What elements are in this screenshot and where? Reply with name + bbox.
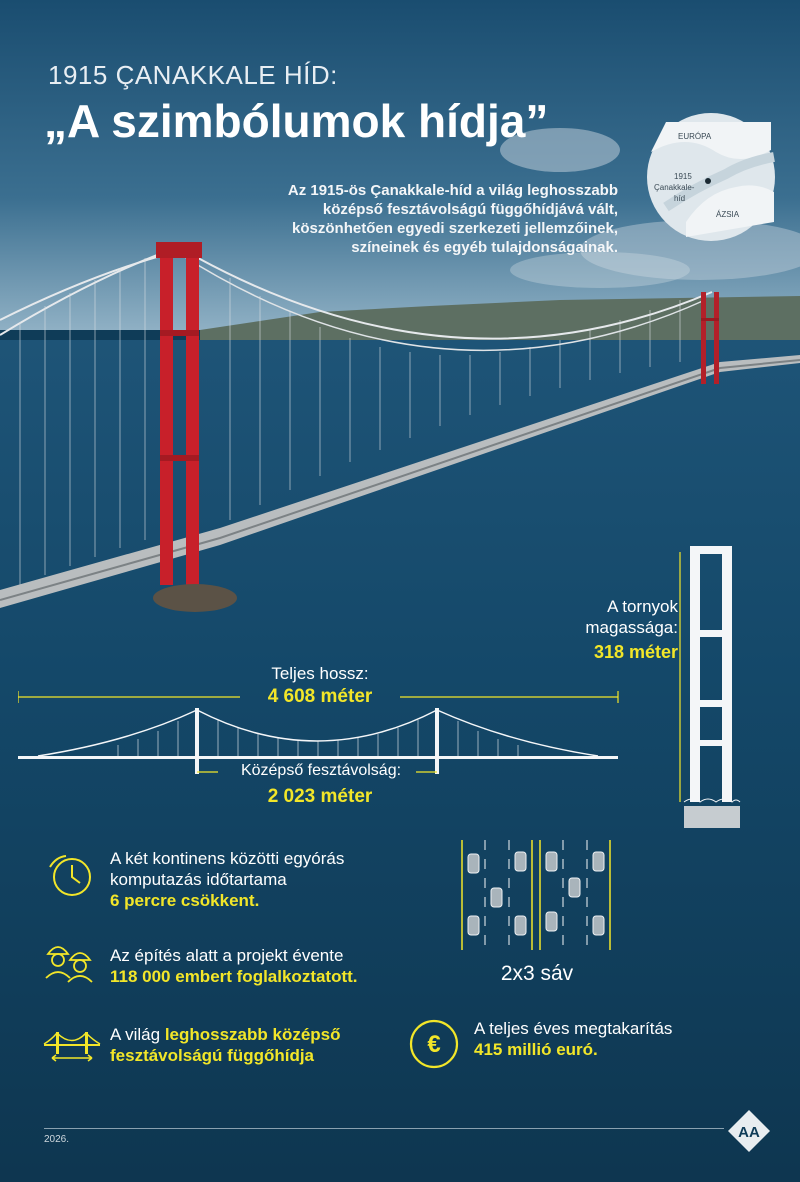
fact-record-highlight-1: leghosszabb középső (164, 1025, 341, 1044)
tower-diagram (676, 540, 746, 840)
map-bridge-label-1: 1915 (674, 172, 692, 181)
fact-jobs (110, 945, 430, 987)
map-bridge-label-3: híd (674, 194, 686, 203)
clock-icon (46, 853, 96, 899)
bridge-icon (42, 1026, 102, 1066)
tower-label-line2: magassága: (585, 618, 678, 637)
fact-commute-line1: A két kontinens közötti egyórás (110, 849, 345, 868)
workers-icon (42, 936, 100, 984)
fact-record-highlight-2: fesztávolságú függőhídja (110, 1046, 315, 1065)
fact-savings (474, 1018, 774, 1060)
agency-logo (726, 1108, 772, 1154)
fact-savings-highlight: 415 millió euró. (474, 1040, 598, 1059)
main-span-label: Középső fesztávolság: (240, 762, 402, 779)
footer-year: 2026. (44, 1134, 70, 1145)
map-asia-label: ÁZSIA (716, 210, 740, 219)
fact-record-prefix: A világ (110, 1025, 165, 1044)
fact-commute (110, 848, 410, 911)
tower-height-label (560, 596, 678, 638)
tower-label-line1: A tornyok (607, 597, 678, 616)
map-europe-label: EURÓPA (678, 132, 712, 141)
agency-logo-text: AA (738, 1124, 760, 1141)
main-span-value: 2 023 méter (267, 786, 373, 807)
euro-icon (408, 1018, 460, 1070)
page-title: „A szimbólumok hídja” (44, 95, 549, 147)
lanes-label: 2x3 sáv (500, 962, 574, 985)
fact-commute-highlight: 6 percre csökkent. (110, 891, 260, 910)
subtitle: 1915 ÇANAKKALE HÍD: (48, 60, 338, 90)
map-bridge-label-2: Çanakkale- (654, 183, 695, 192)
fact-jobs-line1: Az építés alatt a projekt évente (110, 946, 344, 965)
tower-height-value: 318 méter (593, 642, 678, 662)
lanes-diagram (458, 838, 616, 956)
total-length-label: Teljes hossz: (271, 664, 369, 683)
total-length-value: 4 608 méter (267, 686, 373, 707)
footer-divider (44, 1128, 724, 1129)
fact-record (110, 1024, 410, 1066)
locator-map (646, 112, 776, 242)
fact-jobs-highlight: 118 000 embert foglalkoztatott. (110, 967, 358, 986)
fact-savings-line1: A teljes éves megtakarítás (474, 1019, 673, 1038)
intro-text: Az 1915-ös Çanakkale-híd a világ leghosszabb középső fesztávolságú függőhídjává vált, köszönhetően egyedi szerkezeti jellemzőinek, színeinek és egyéb tulajdonságainak. (287, 182, 618, 256)
fact-commute-line2: komputazás időtartama (110, 870, 287, 889)
svg-text:€: € (427, 1031, 441, 1058)
